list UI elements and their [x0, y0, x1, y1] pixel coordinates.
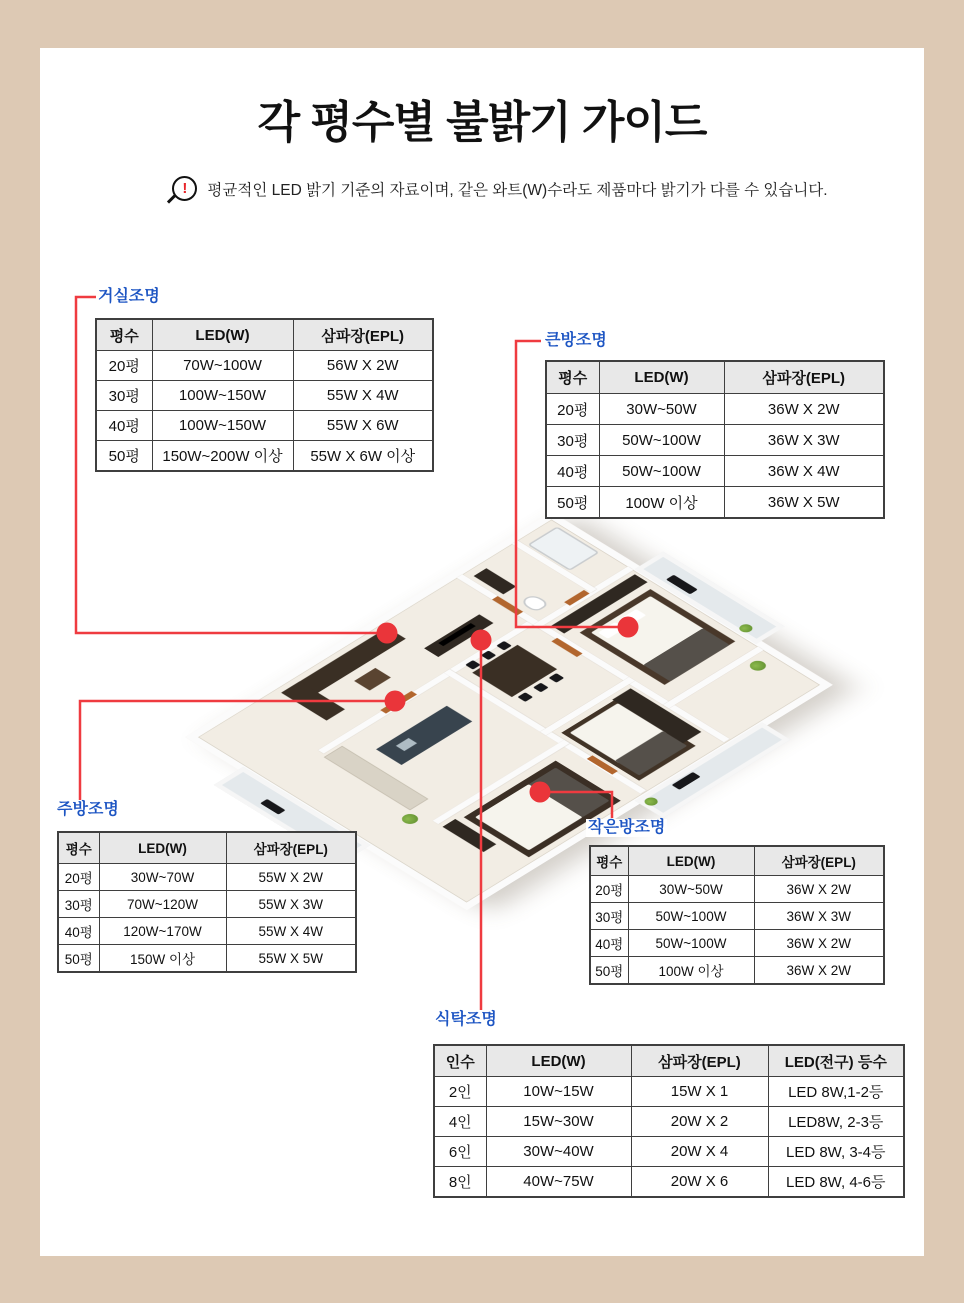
table-header-row: [546, 361, 884, 394]
table-cell: 150W 이상: [99, 945, 226, 973]
table-cell: 30평: [58, 891, 99, 918]
table-cell: 40평: [546, 456, 599, 487]
label-small-room: 작은방조명: [588, 819, 666, 836]
column-header: LED(W): [152, 319, 293, 351]
table-cell: 100W~150W: [152, 381, 293, 411]
table-cell: 15W X 1: [631, 1077, 768, 1107]
table-row: [58, 864, 356, 891]
table-cell: 30W~70W: [99, 864, 226, 891]
table-header-row: [58, 832, 356, 864]
column-header: 삼파장(EPL): [293, 319, 433, 351]
table-cell: 50평: [590, 957, 628, 985]
table-cell: 55W X 2W: [226, 864, 356, 891]
table-header-row: [590, 846, 884, 876]
table-row: [546, 394, 884, 425]
table-row: [434, 1107, 904, 1137]
dining-table-table: [433, 1044, 905, 1198]
table-cell: 50평: [96, 441, 152, 472]
table-cell: 30평: [96, 381, 152, 411]
label-living-room: 거실조명: [98, 288, 160, 305]
column-header: LED(W): [99, 832, 226, 864]
column-header: 삼파장(EPL): [226, 832, 356, 864]
column-header: 인수: [434, 1045, 486, 1077]
table-row: [434, 1077, 904, 1107]
dining-chair: [517, 692, 533, 702]
table-cell: 55W X 4W: [293, 381, 433, 411]
column-header: LED(W): [599, 361, 724, 394]
table-row: [590, 903, 884, 930]
table-row: [434, 1167, 904, 1198]
table-cell: 2인: [434, 1077, 486, 1107]
table-cell: LED8W, 2-3등: [768, 1107, 904, 1137]
table-cell: 36W X 2W: [724, 394, 884, 425]
door-frame: [492, 596, 523, 615]
column-header: 평수: [590, 846, 628, 876]
table-cell: 20평: [590, 876, 628, 903]
table-cell: 50평: [546, 487, 599, 519]
table-cell: 20평: [58, 864, 99, 891]
door-frame: [380, 691, 417, 714]
table-row: [96, 381, 433, 411]
table-cell: LED 8W, 3-4등: [768, 1137, 904, 1167]
toilet: [519, 593, 550, 612]
table-cell: 40W~75W: [486, 1167, 631, 1198]
page-title: 각 평수별 불밝기 가이드: [257, 98, 707, 147]
table-row: [58, 945, 356, 973]
table-cell: 50W~100W: [599, 425, 724, 456]
table-cell: 10W~15W: [486, 1077, 631, 1107]
column-header: LED(W): [628, 846, 754, 876]
table-cell: 20W X 6: [631, 1167, 768, 1198]
table-row: [96, 411, 433, 441]
column-header: LED(전구) 등수: [768, 1045, 904, 1077]
table-cell: 20W X 2: [631, 1107, 768, 1137]
exclamation-glyph: !: [182, 180, 188, 197]
table-cell: 100W 이상: [599, 487, 724, 519]
table-row: [58, 918, 356, 945]
small-room-table: [589, 845, 885, 985]
table-cell: 50W~100W: [628, 903, 754, 930]
notice-text: 평균적인 LED 밝기 기준의 자료이며, 같은 와트(W)수라도 제품마다 밝기가 다를 수 있습니다.: [207, 181, 828, 199]
table-cell: 55W X 6W 이상: [293, 441, 433, 472]
table-header-row: [96, 319, 433, 351]
table-cell: 36W X 3W: [754, 903, 884, 930]
table-cell: 50W~100W: [628, 930, 754, 957]
notice-row: [0, 176, 964, 201]
table-cell: LED 8W, 4-6등: [768, 1167, 904, 1198]
column-header: 평수: [546, 361, 599, 394]
alert-magnifier-icon: [172, 176, 197, 201]
table-cell: 30평: [590, 903, 628, 930]
table-row: [96, 351, 433, 381]
table-cell: 15W~30W: [486, 1107, 631, 1137]
column-header: 평수: [96, 319, 152, 351]
table-row: [546, 487, 884, 519]
table-cell: 36W X 2W: [754, 876, 884, 903]
table-cell: 30W~50W: [599, 394, 724, 425]
table-cell: 120W~170W: [99, 918, 226, 945]
table-cell: 36W X 5W: [724, 487, 884, 519]
table-cell: 100W~150W: [152, 411, 293, 441]
table-cell: 30W~40W: [486, 1137, 631, 1167]
table-cell: 8인: [434, 1167, 486, 1198]
column-header: 삼파장(EPL): [754, 846, 884, 876]
table-row: [434, 1137, 904, 1167]
table-cell: 6인: [434, 1137, 486, 1167]
table-cell: 40평: [58, 918, 99, 945]
table-cell: 20W X 4: [631, 1137, 768, 1167]
dining-chair: [533, 683, 549, 693]
column-header: LED(W): [486, 1045, 631, 1077]
table-cell: 50W~100W: [599, 456, 724, 487]
table-cell: 40평: [590, 930, 628, 957]
column-header: 삼파장(EPL): [724, 361, 884, 394]
table-cell: LED 8W,1-2등: [768, 1077, 904, 1107]
table-cell: 30평: [546, 425, 599, 456]
table-cell: 55W X 4W: [226, 918, 356, 945]
table-header-row: [434, 1045, 904, 1077]
table-cell: 36W X 3W: [724, 425, 884, 456]
table-cell: 4인: [434, 1107, 486, 1137]
table-row: [590, 930, 884, 957]
table-cell: 50평: [58, 945, 99, 973]
table-cell: 40평: [96, 411, 152, 441]
column-header: 삼파장(EPL): [631, 1045, 768, 1077]
table-cell: 56W X 2W: [293, 351, 433, 381]
table-cell: 55W X 6W: [293, 411, 433, 441]
table-cell: 70W~120W: [99, 891, 226, 918]
table-cell: 36W X 4W: [724, 456, 884, 487]
table-cell: 100W 이상: [628, 957, 754, 985]
kitchen-table: [57, 831, 357, 973]
label-dining: 식탁조명: [435, 1011, 497, 1028]
table-cell: 20평: [546, 394, 599, 425]
table-cell: 36W X 2W: [754, 930, 884, 957]
table-row: [546, 456, 884, 487]
table-cell: 150W~200W 이상: [152, 441, 293, 472]
living-room-table: [95, 318, 434, 472]
table-row: [590, 876, 884, 903]
column-header: 평수: [58, 832, 99, 864]
label-kitchen: 주방조명: [57, 801, 119, 818]
table-cell: 70W~100W: [152, 351, 293, 381]
table-cell: 20평: [96, 351, 152, 381]
big-room-table: [545, 360, 885, 519]
table-row: [546, 425, 884, 456]
table-row: [58, 891, 356, 918]
label-big-room: 큰방조명: [545, 332, 607, 349]
table-cell: 55W X 3W: [226, 891, 356, 918]
table-cell: 30W~50W: [628, 876, 754, 903]
dining-chair: [549, 673, 565, 683]
table-row: [96, 441, 433, 472]
table-cell: 55W X 5W: [226, 945, 356, 973]
kitchen-island: [376, 706, 472, 765]
table-cell: 36W X 2W: [754, 957, 884, 985]
plant: [747, 659, 770, 673]
plant: [399, 812, 422, 826]
table-row: [590, 957, 884, 985]
ottoman: [354, 668, 391, 691]
